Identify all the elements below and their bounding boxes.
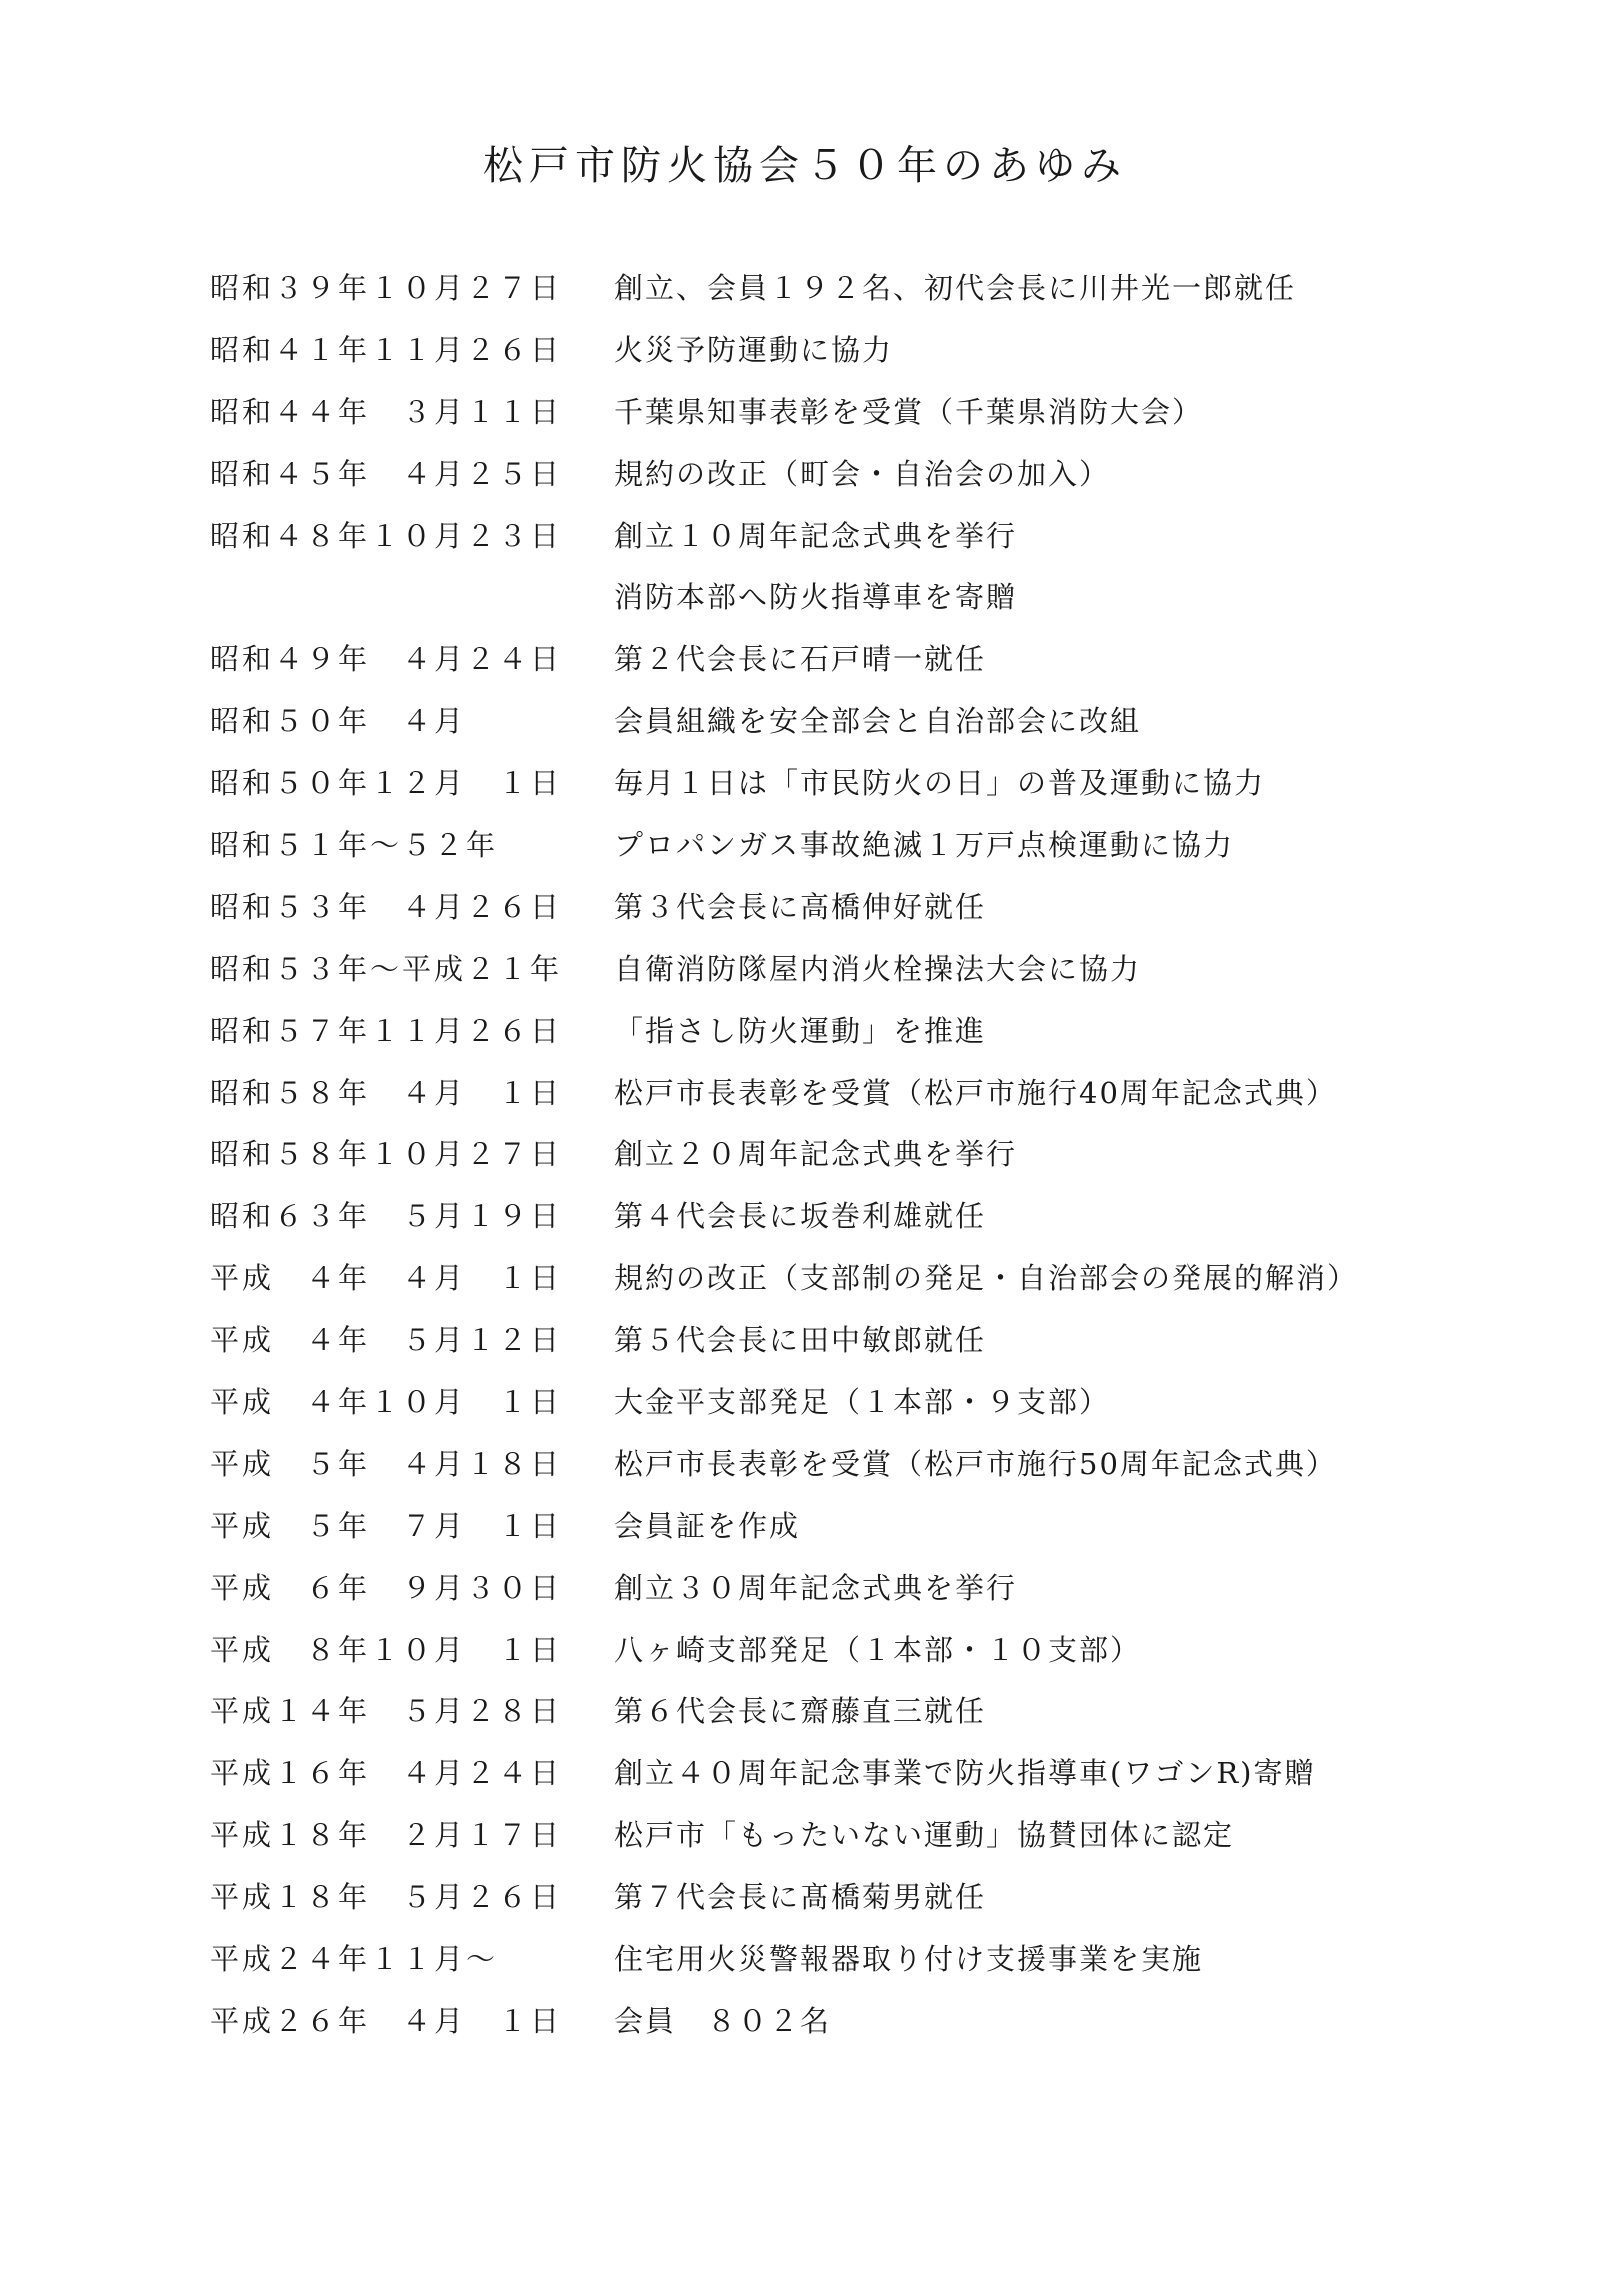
timeline-entry: [210, 258, 1510, 320]
entry-text: 会員 ８０２名: [614, 2003, 832, 2038]
entry-date: 平成１８年 ５月２６日: [210, 1880, 563, 1915]
entry-text: 規約の改正（町会・自治会の加入）: [614, 456, 1111, 491]
entry-date: 昭和５０年 ４月: [210, 704, 467, 739]
timeline-entry: [210, 1434, 1510, 1496]
timeline-entry: [210, 691, 1510, 753]
timeline-entry: [210, 1991, 1510, 2053]
entry-text: 第３代会長に高橋伸好就任: [614, 889, 987, 924]
timeline-entry: [210, 629, 1510, 691]
entry-date: 昭和４８年１０月２３日: [210, 518, 563, 553]
timeline-entry: [210, 1867, 1510, 1929]
entry-date: 昭和５８年 ４月 １日: [210, 1075, 563, 1110]
timeline-entry: [210, 444, 1510, 506]
timeline-entry: [210, 1743, 1510, 1805]
entry-date: 平成１８年 ２月１７日: [210, 1818, 563, 1853]
document-title: 松戸市防火協会５０年のあゆみ: [483, 143, 1127, 189]
entry-text: 創立１０周年記念式典を挙行: [614, 518, 1018, 553]
entry-date: 平成 ６年 ９月３０日: [210, 1570, 563, 1605]
entry-date: 平成１６年 ４月２４日: [210, 1756, 563, 1791]
entry-date: 昭和５３年 ４月２６日: [210, 889, 563, 924]
timeline-entry: [210, 815, 1510, 877]
entry-date: 平成 ４年 ５月１２日: [210, 1323, 563, 1358]
entry-text: 創立、会員１９２名、初代会長に川井光一郎就任: [614, 271, 1297, 305]
timeline-entry: [210, 1310, 1510, 1372]
timeline-entry: [210, 1558, 1510, 1620]
timeline-list: [210, 258, 1510, 2053]
timeline-entry: [210, 382, 1510, 444]
entry-date: 昭和５３年〜平成２１年: [210, 951, 563, 986]
entry-date: 昭和４５年 ４月２５日: [210, 456, 563, 491]
timeline-entry: [210, 1620, 1510, 1682]
entry-text: プロパンガス事故絶滅１万戸点検運動に協力: [614, 828, 1235, 863]
entry-text: 松戸市長表彰を受賞（松戸市施行50周年記念式典）: [614, 1446, 1337, 1481]
timeline-entry: [210, 320, 1510, 382]
entry-text: 第２代会長に石戸晴一就任: [614, 642, 987, 677]
timeline-entry: [210, 1248, 1510, 1310]
entry-date: 昭和４９年 ４月２４日: [210, 642, 563, 677]
timeline-entry: [210, 1063, 1510, 1125]
entry-text: 松戸市「もったいない運動」協賛団体に認定: [614, 1818, 1235, 1853]
timeline-entry: [210, 1124, 1510, 1186]
entry-date: 昭和３９年１０月２７日: [210, 271, 563, 305]
entry-date: 平成２６年 ４月 １日: [210, 2003, 563, 2038]
entry-text: 創立３０周年記念式典を挙行: [614, 1570, 1018, 1605]
entry-text: 自衛消防隊屋内消火栓操法大会に協力: [614, 951, 1142, 986]
entry-date: 昭和５８年１０月２７日: [210, 1137, 563, 1172]
timeline-entry: [210, 939, 1510, 1001]
timeline-entry: [210, 1372, 1510, 1434]
timeline-entry: [210, 1929, 1510, 1991]
entry-text: 「指さし防火運動」を推進: [614, 1013, 987, 1048]
timeline-entry: [210, 1681, 1510, 1743]
entry-date: 昭和５１年〜５２年: [210, 828, 499, 863]
entry-date: 昭和５７年１１月２６日: [210, 1013, 563, 1048]
entry-date: 昭和４１年１１月２６日: [210, 332, 563, 367]
timeline-entry: [210, 1496, 1510, 1558]
entry-text: 第４代会長に坂巻利雄就任: [614, 1199, 987, 1234]
entry-date: 昭和４４年 ３月１１日: [210, 394, 563, 429]
entry-date: 平成 ５年 ４月１８日: [210, 1446, 563, 1481]
entry-text: 第６代会長に齋藤直三就任: [614, 1694, 987, 1729]
timeline-entry: [210, 1186, 1510, 1248]
entry-text: 千葉県知事表彰を受賞（千葉県消防大会）: [614, 394, 1204, 429]
entry-text: 消防本部へ防火指導車を寄贈: [614, 580, 1018, 615]
entry-text: 毎月１日は「市民防火の日」の普及運動に協力: [614, 766, 1266, 801]
entry-date: 平成 ５年 ７月 １日: [210, 1508, 563, 1543]
entry-text: 規約の改正（支部制の発足・自治部会の発展的解消）: [614, 1261, 1359, 1296]
entry-text: 火災予防運動に協力: [614, 332, 894, 367]
timeline-entry: [210, 1805, 1510, 1867]
entry-text: 創立４０周年記念事業で防火指導車(ワゴンR)寄贈: [614, 1756, 1316, 1791]
entry-text: 第７代会長に髙橋菊男就任: [614, 1880, 987, 1915]
entry-date: 平成２４年１１月〜: [210, 1942, 499, 1977]
entry-date: 平成１４年 ５月２８日: [210, 1694, 563, 1729]
entry-text: 第５代会長に田中敏郎就任: [614, 1323, 987, 1358]
entry-text: 松戸市長表彰を受賞（松戸市施行40周年記念式典）: [614, 1075, 1337, 1110]
entry-text: 住宅用火災警報器取り付け支援事業を実施: [614, 1942, 1204, 1977]
entry-date: 平成 ４年 ４月 １日: [210, 1261, 563, 1296]
entry-text: 会員証を作成: [614, 1508, 801, 1543]
timeline-entry: [210, 567, 1510, 629]
timeline-entry: [210, 753, 1510, 815]
entry-text: 創立２０周年記念式典を挙行: [614, 1137, 1018, 1172]
entry-date: 昭和５０年１２月 １日: [210, 766, 563, 801]
timeline-entry: [210, 1001, 1510, 1063]
entry-date: 平成 ８年１０月 １日: [210, 1632, 563, 1667]
entry-date: 平成 ４年１０月 １日: [210, 1385, 563, 1420]
entry-text: 大金平支部発足（１本部・９支部）: [614, 1385, 1111, 1420]
entry-date: 昭和６３年 ５月１９日: [210, 1199, 563, 1234]
entry-text: 会員組織を安全部会と自治部会に改組: [614, 704, 1142, 739]
entry-text: 八ヶ崎支部発足（１本部・１０支部）: [614, 1632, 1142, 1667]
timeline-entry: [210, 877, 1510, 939]
timeline-entry: [210, 506, 1510, 568]
